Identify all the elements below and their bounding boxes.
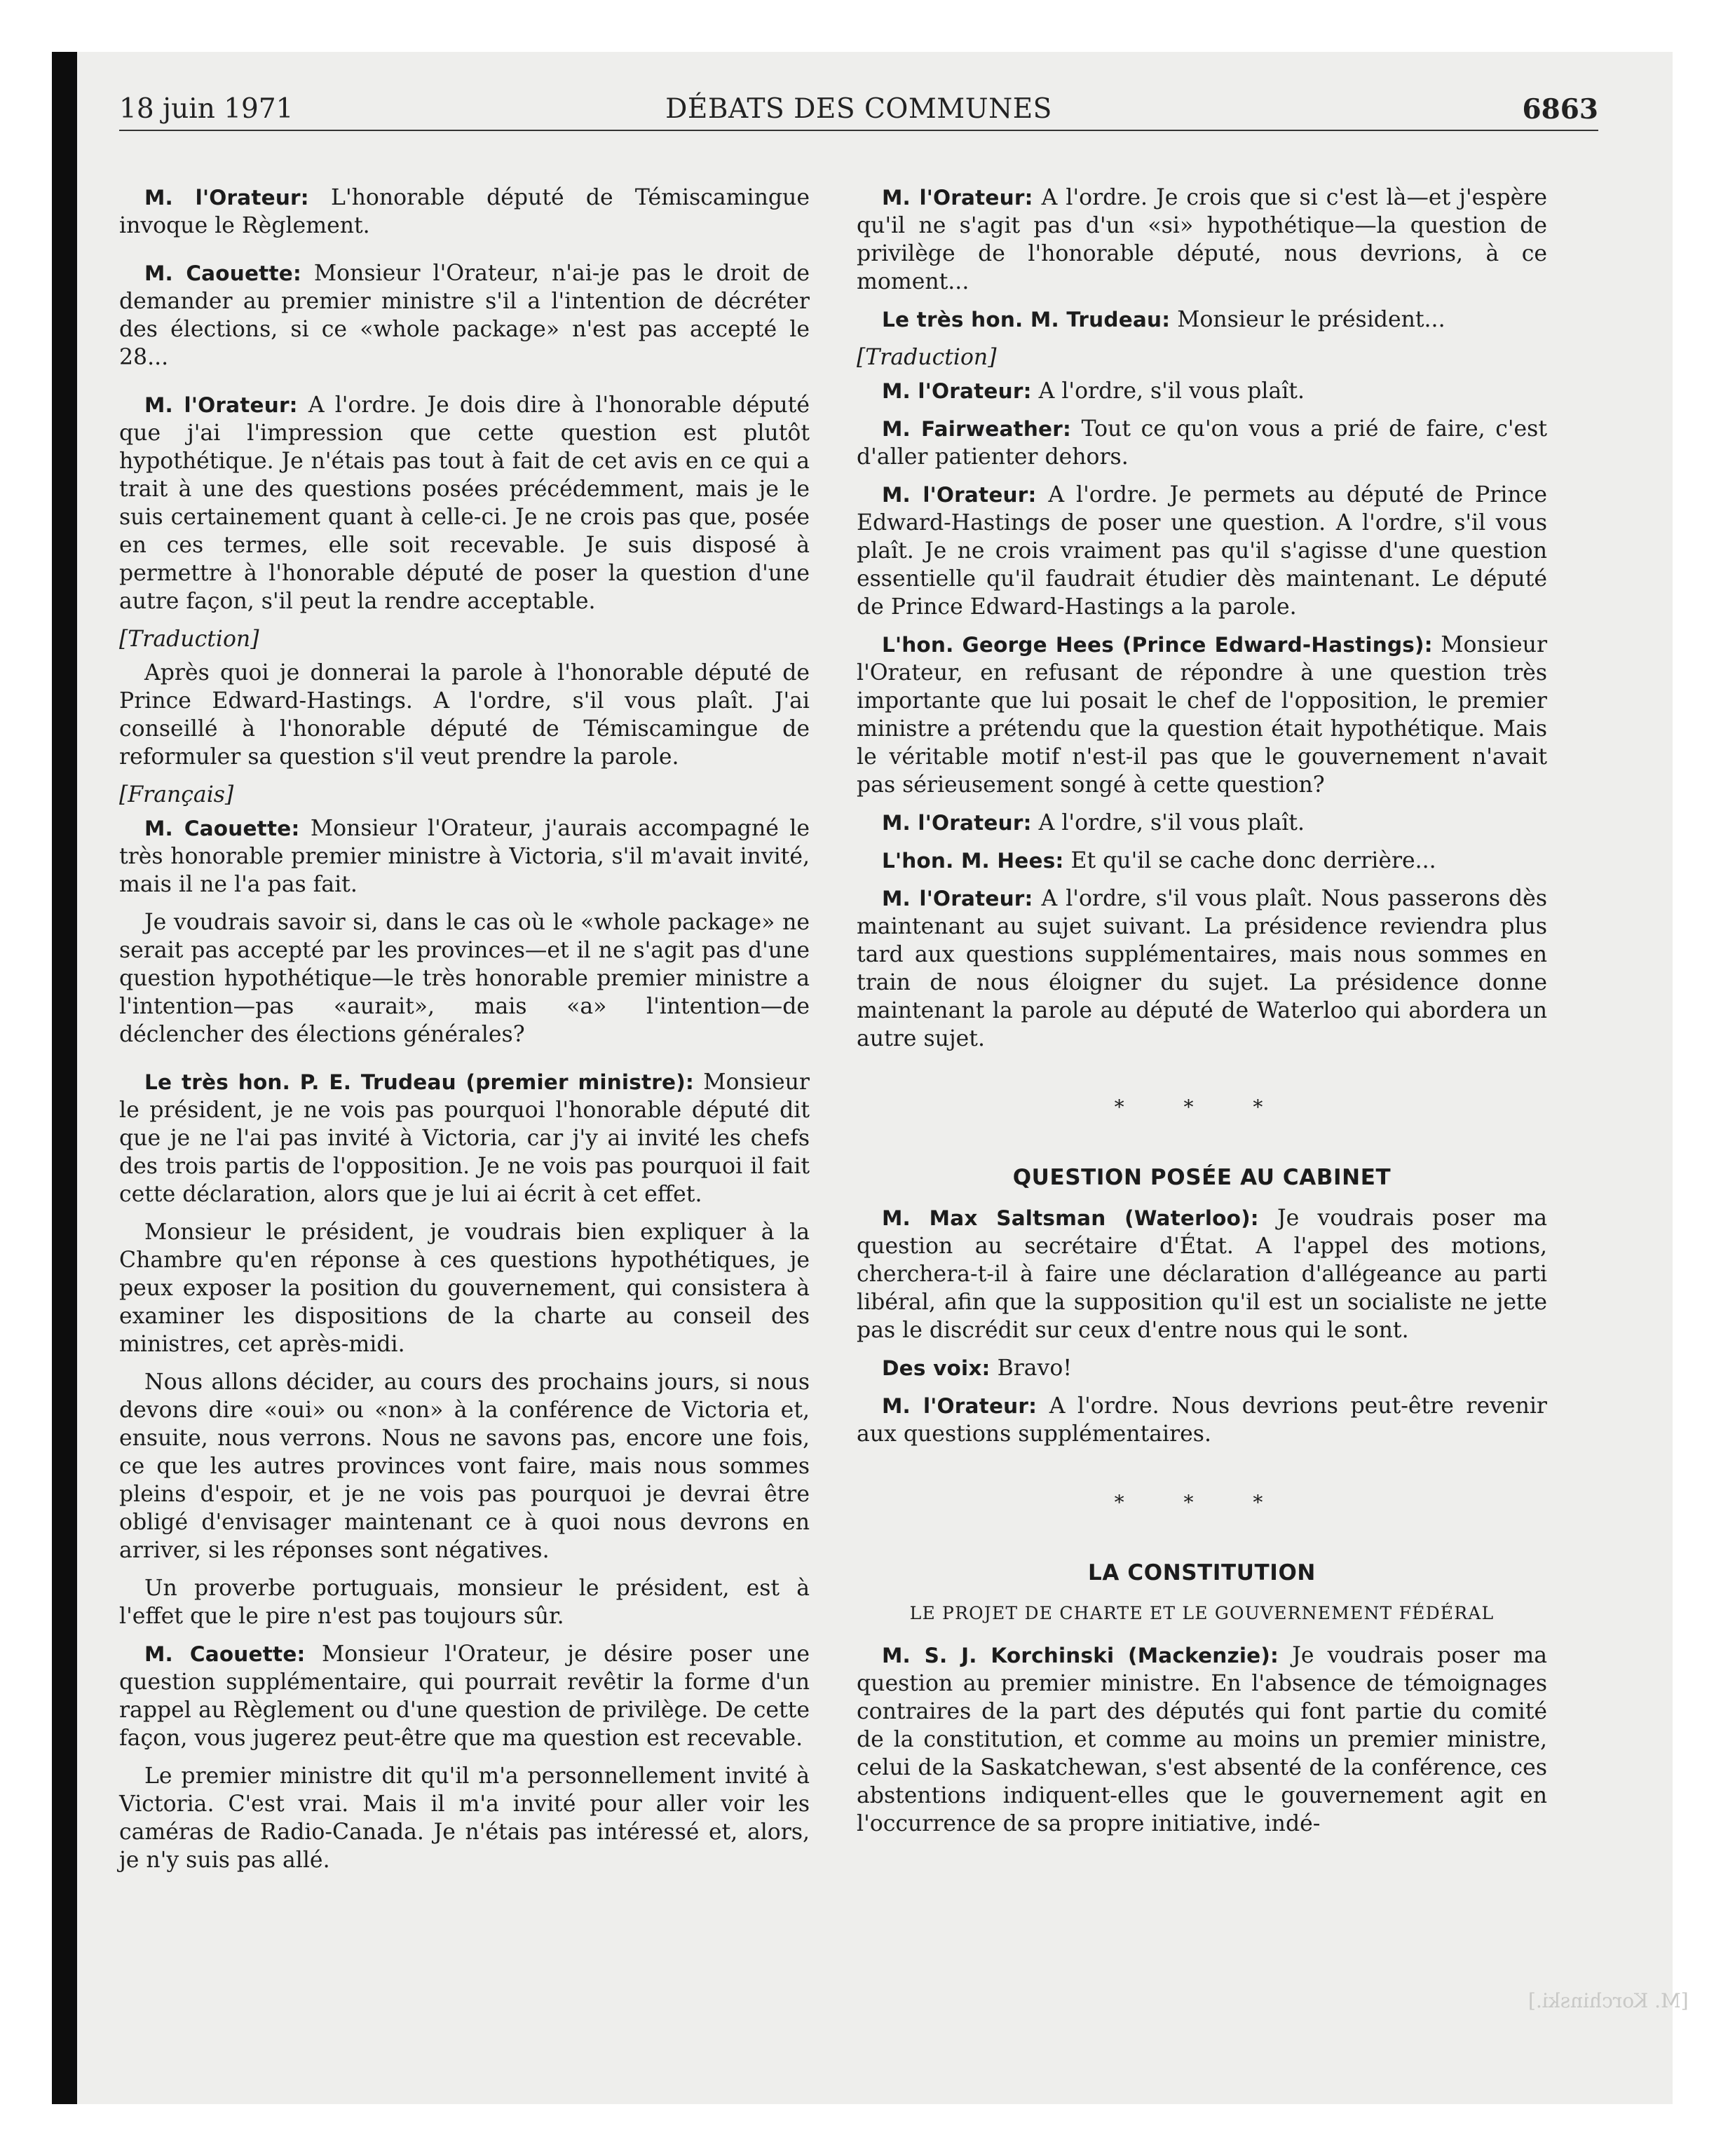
paragraph-text: A l'ordre. Je permets au député de Prince Edward-Hastings de poser une question. A l'ordre, s'il vous plaît. Je ne crois vraiment pas qu'il s'agisse d'une question essentielle qu'il faudrait étudier dès maintenant. Le député de Prince Edward-Hastings a la parole.: [857, 482, 1547, 620]
paragraph: [857, 1392, 1547, 1448]
paragraph: Le premier ministre dit qu'il m'a personnellement invité à Victoria. C'est vrai. Mais il m'a invité pour aller voir les caméras de Radio-Canada. Je n'étais pas intéressé et, alors, je n'y suis pas allé.: [119, 1763, 810, 1873]
speaker-name: M. Caouette:: [144, 261, 301, 285]
speaker-name: M. l'Orateur:: [882, 887, 1033, 910]
subsection-title: LE PROJET DE CHARTE ET LE GOUVERNEMENT FÉDÉRAL: [909, 1603, 1495, 1623]
language-tag: [Français]: [119, 782, 234, 807]
paragraph-text: Monsieur l'Orateur, en refusant de répondre à une question très importante que lui posait le chef de l'opposition, le premier ministre a prétendu que la question était hypothétique. Mais le véritable motif n'est-il pas que le gouvernement n'avait pas sérieusement songé à cette question?: [857, 632, 1548, 798]
language-tag: [Traduction]: [119, 627, 259, 652]
paragraph: [857, 631, 1547, 799]
paragraph: [857, 306, 1547, 334]
paragraph-text: Je voudrais poser ma question au secrétaire d'État. A l'appel des motions, cherchera-t-il à faire une déclaration d'allégeance au parti libéral, afin que la supposition qu'il est un socialiste ne jette pas le discrédit sur ceux d'entre nous qui le sont.: [857, 1206, 1547, 1343]
paragraph-text: Monsieur l'Orateur, j'aurais accompagné le très honorable premier ministre à Victoria, s'il m'avait invité, mais il ne l'a pas fait.: [119, 816, 810, 897]
paragraph: Après quoi je donnerai la parole à l'honorable député de Prince Edward-Hastings. A l'ordre, s'il vous plaît. J'ai conseillé à l'honorable député de Témiscamingue de reformuler sa question s'il veut prendre la parole.: [119, 660, 810, 770]
section-separator: * * *: [1114, 1491, 1290, 1514]
page-number: 6863: [1522, 93, 1598, 125]
speaker-name: L'hon. M. Hees:: [882, 849, 1064, 873]
paragraph: [857, 1642, 1547, 1838]
speaker-name: M. S. J. Korchinski (Mackenzie):: [882, 1644, 1279, 1667]
paragraph-text: A l'ordre, s'il vous plaît.: [1031, 378, 1305, 404]
paragraph: Je voudrais savoir si, dans le cas où le «whole package» ne serait pas accepté par les provinces—et il ne s'agit pas d'une question hypothétique—le très honorable premier ministre a l'intention—pas «aurait», mais «a» l'intention—de déclencher des élections générales?: [119, 910, 810, 1047]
speaker-name: M. l'Orateur:: [882, 186, 1033, 210]
paragraph-text: Je voudrais poser ma question au premier ministre. En l'absence de témoignages contraires de la part des députés qui font partie du comité de la constitution, et comme au moins un premier ministre, celui de la Saskatchewan, s'est absenté de la conférence, ces abstentions indiquent-elles que le gouvernement agit en l'occurrence de sa propre initiative, indé-: [857, 1643, 1547, 1836]
language-tag: [Traduction]: [857, 345, 997, 370]
speaker-name: M. l'Orateur:: [882, 811, 1032, 835]
paragraph: [119, 814, 810, 899]
paragraph: [857, 1204, 1547, 1344]
speaker-name: M. Caouette:: [144, 817, 300, 840]
paragraph: [857, 885, 1547, 1053]
paragraph: [857, 809, 1547, 837]
paragraph: [857, 1354, 1547, 1382]
speaker-name: M. l'Orateur:: [882, 379, 1032, 403]
paragraph-text: A l'ordre. Nous devrions peut-être revenir aux questions supplémentaires.: [857, 1393, 1547, 1447]
paragraph-text: A l'ordre. Je dois dire à l'honorable député que j'ai l'impression que cette question est plutôt hypothétique. Je n'étais pas tout à fait de cet avis en ce qui a trait à une des questions posées précédemment, mais je le suis certainement quant à celle-ci. Je ne crois pas que, posée en ces termes, elle soit recevable. Je suis disposé à permettre à l'honorable député de poser la question d'une autre façon, s'il peut la rendre acceptable.: [119, 393, 810, 614]
speaker-name: L'hon. George Hees (Prince Edward-Hastings):: [882, 633, 1433, 657]
paragraph-text: Et qu'il se cache donc derrière...: [1063, 848, 1436, 873]
speaker-name: Le très hon. P. E. Trudeau (premier ministre):: [144, 1070, 694, 1094]
binding-edge: [52, 52, 77, 2104]
paragraph-text: Monsieur l'Orateur, n'ai-je pas le droit de demander au premier ministre s'il a l'intention de décréter des élections, si ce «whole package» n'est pas accepté le 28...: [119, 261, 810, 370]
paragraph: Un proverbe portuguais, monsieur le président, est à l'effet que le pire n'est pas toujours sûr.: [119, 1576, 810, 1629]
speaker-name: M. Caouette:: [144, 1642, 306, 1666]
speaker-name: M. l'Orateur:: [144, 186, 309, 210]
speaker-name: M. l'Orateur:: [144, 393, 298, 417]
speaker-name: Le très hon. M. Trudeau:: [882, 308, 1171, 332]
paragraph: [857, 184, 1547, 296]
left-column: [119, 184, 810, 1884]
paragraph: Monsieur le président, je voudrais bien expliquer à la Chambre qu'en réponse à ces questions hypothétiques, je peux exposer la position du gouvernement, qui consistera à examiner les dispositions de la charte au conseil des ministres, cet après-midi.: [119, 1220, 810, 1357]
running-header: [119, 90, 1598, 129]
right-column: [857, 184, 1547, 1848]
header-rule: [119, 130, 1598, 131]
paragraph-text: Monsieur le président, je ne vois pas pourquoi l'honorable député dit que je ne l'ai pas invité à Victoria, car j'y ai invité les chefs des trois partis de l'opposition. Je ne vois pas pourquoi il fait cette déclaration, alors que je lui ai écrit à cet effet.: [119, 1070, 810, 1207]
paragraph-text: A l'ordre. Je crois que si c'est là—et j'espère qu'il ne s'agit pas d'un «si» hypothétique—la question de privilège de l'honorable député, nous devrions, à ce moment...: [857, 185, 1547, 294]
speaker-name: M. l'Orateur:: [882, 483, 1037, 507]
speaker-name: Des voix:: [882, 1356, 991, 1380]
paragraph: [119, 1640, 810, 1752]
paragraph-text: L'honorable député de Témiscamingue invoque le Règlement.: [119, 185, 810, 238]
paragraph-text: Tout ce qu'on vous a prié de faire, c'est d'aller patienter dehors.: [857, 416, 1548, 470]
paragraph: [119, 391, 810, 615]
speaker-name: M. l'Orateur:: [882, 1394, 1037, 1418]
paragraph-text: A l'ordre, s'il vous plaît.: [1031, 810, 1305, 835]
paragraph-text: Monsieur l'Orateur, je désire poser une question supplémentaire, qui pourrait revêtir la forme d'un rappel au Règlement ou d'une question de privilège. De cette façon, vous jugerez peut-être que ma question est recevable.: [119, 1642, 810, 1751]
paragraph-text: A l'ordre, s'il vous plaît. Nous passerons dès maintenant au sujet suivant. La présidence reviendra plus tard aux questions supplémentaires, mais nous sommes en train de nous éloigner du sujet. La présidence donne maintenant la parole au député de Waterloo qui abordera un autre sujet.: [857, 886, 1547, 1051]
section-title: LA CONSTITUTION: [1088, 1560, 1316, 1585]
speaker-name: M. Fairweather:: [882, 417, 1072, 441]
paragraph: [857, 415, 1547, 471]
header-title: DÉBATS DES COMMUNES: [665, 93, 1052, 125]
section-title: QUESTION POSÉE AU CABINET: [1012, 1165, 1392, 1190]
paragraph: [119, 184, 810, 240]
paragraph: Nous allons décider, au cours des prochains jours, si nous devons dire «oui» ou «non» à la conférence de Victoria et, ensuite, nous verrons. Nous ne savons pas, encore une fois, ce que les autres provinces vont faire, mais nous sommes pleins d'espoir, et je ne vois pas pourquoi je devrai être obligé d'envisager maintenant ce à quoi nous devrons en arriver, si les réponses sont négatives.: [119, 1370, 810, 1563]
paragraph: [119, 259, 810, 371]
paragraph: [119, 1068, 810, 1208]
paragraph: [857, 847, 1547, 875]
section-separator: * * *: [1114, 1096, 1290, 1119]
paragraph-text: Monsieur le président...: [1170, 307, 1445, 332]
speaker-name: M. Max Saltsman (Waterloo):: [882, 1206, 1259, 1230]
bleed-through-text: [M. Korchinski.]: [1528, 1989, 1689, 2012]
paragraph: [857, 377, 1547, 405]
paragraph: [857, 481, 1547, 621]
header-date: 18 juin 1971: [119, 93, 294, 125]
paragraph-text: Bravo!: [990, 1356, 1072, 1381]
